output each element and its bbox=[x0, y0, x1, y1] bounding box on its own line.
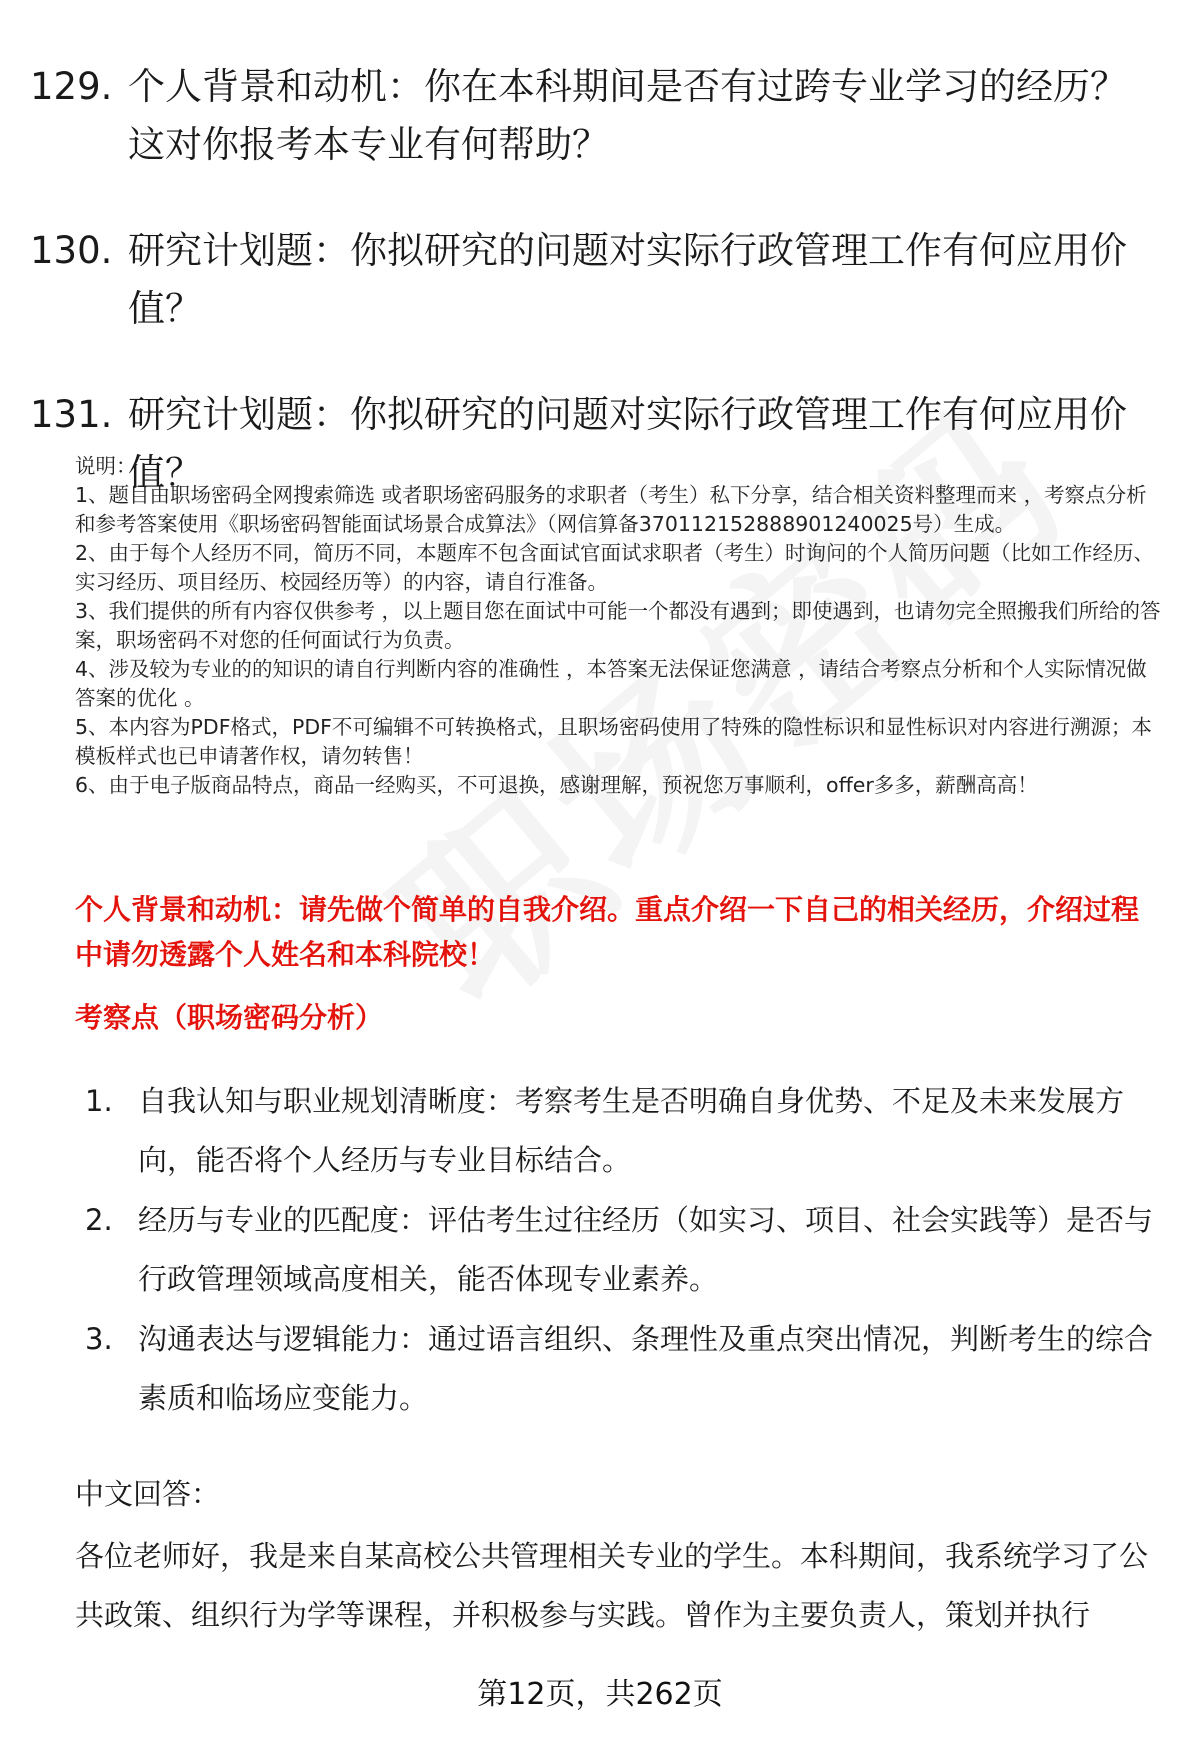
question-text: 研究计划题：你拟研究的问题对实际行政管理工作有何应用价值？ bbox=[128, 393, 1127, 494]
note-item: 5、本内容为PDF格式，PDF不可编辑不可转换格式，且职场密码使用了特殊的隐性标识和显性标识对内容进行溯源；本模板样式也已申请著作权，请勿转售！ bbox=[75, 715, 1152, 768]
disclaimer-notes bbox=[75, 452, 1165, 800]
analysis-point bbox=[75, 1310, 1165, 1428]
analysis-point-text: 自我认知与职业规划清晰度：考察考生是否明确自身优势、不足及未来发展方向，能否将个人经历与专业目标结合。 bbox=[138, 1084, 1125, 1177]
analysis-point bbox=[75, 1072, 1165, 1190]
question-number: 129. bbox=[30, 65, 113, 108]
analysis-point-number: 1. bbox=[85, 1084, 113, 1118]
note-item: 2、由于每个人经历不同，简历不同，本题库不包含面试官面试求职者（考生）时询问的个人简历问题（比如工作经历、实习经历、项目经历、校园经历等）的内容，请自行准备。 bbox=[75, 541, 1155, 594]
question-number: 130. bbox=[30, 229, 113, 272]
answer-text: 各位老师好，我是来自某高校公共管理相关专业的学生。本科期间，我系统学习了公共政策、组织行为学等课程，并积极参与实践。曾作为主要负责人，策划并执行 bbox=[75, 1539, 1149, 1632]
note-item: 6、由于电子版商品特点，商品一经购买，不可退换，感谢理解，预祝您万事顺利，offer多多，薪酬高高！ bbox=[75, 773, 1038, 797]
question-item bbox=[30, 58, 1170, 174]
analysis-point-number: 3. bbox=[85, 1322, 113, 1356]
analysis-point bbox=[75, 1191, 1165, 1309]
analysis-point-number: 2. bbox=[85, 1203, 113, 1237]
note-item: 3、我们提供的所有内容仅供参考 ，以上题目您在面试中可能一个都没有遇到；即使遇到，也请勿完全照搬我们所给的答案，职场密码不对您的任何面试行为负责。 bbox=[75, 599, 1161, 652]
answer-label: 中文回答： bbox=[75, 1477, 221, 1511]
question-item bbox=[30, 222, 1170, 338]
page-number-footer: 第12页，共262页 bbox=[477, 1677, 723, 1712]
current-question-heading: 个人背景和动机：请先做个简单的自我介绍。重点介绍一下自己的相关经历，介绍过程中请勿透露个人姓名和本科院校！ bbox=[75, 893, 1140, 971]
notes-title: 说明： bbox=[75, 454, 137, 478]
question-number: 131. bbox=[30, 393, 113, 436]
analysis-points bbox=[75, 1072, 1165, 1429]
analysis-point-text: 沟通表达与逻辑能力：通过语言组织、条理性及重点突出情况，判断考生的综合素质和临场应变能力。 bbox=[138, 1322, 1154, 1415]
question-text: 研究计划题：你拟研究的问题对实际行政管理工作有何应用价值？ bbox=[128, 229, 1127, 330]
analysis-point-text: 经历与专业的匹配度：评估考生过往经历（如实习、项目、社会实践等）是否与行政管理领域高度相关，能否体现专业素养。 bbox=[138, 1203, 1154, 1296]
analysis-heading: 考察点（职场密码分析） bbox=[75, 1001, 384, 1034]
note-item: 1、题目由职场密码全网搜索筛选 或者职场密码服务的求职者（考生）私下分享，结合相关资料整理而来 ，考察点分析和参考答案使用《职场密码智能面试场景合成算法》（网信算备370112152888901240025号）生成。 bbox=[75, 483, 1147, 536]
question-text: 个人背景和动机：你在本科期间是否有过跨专业学习的经历？这对你报考本专业有何帮助？ bbox=[128, 65, 1127, 166]
note-item: 4、涉及较为专业的的知识的请自行判断内容的准确性 ，本答案无法保证您满意 ，请结合考察点分析和个人实际情况做答案的优化 。 bbox=[75, 657, 1147, 710]
